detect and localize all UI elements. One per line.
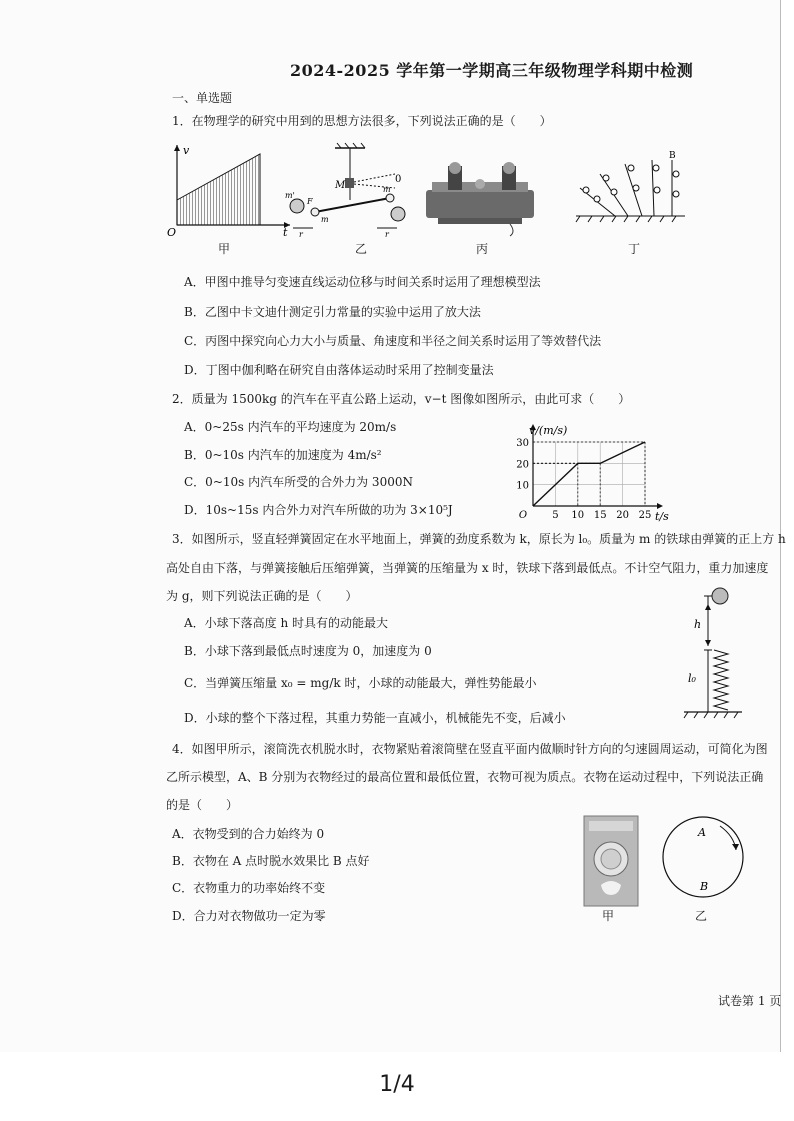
- section-heading: 一、单选题: [172, 91, 233, 105]
- svg-text:B: B: [700, 880, 709, 893]
- q3-stem-line-3: 为 g，则下列说法正确的是（ ）: [166, 589, 358, 603]
- q4-caption-yi: 乙: [695, 909, 708, 923]
- q1-caption-yi: 乙: [355, 242, 368, 256]
- x-tick-label: 5: [552, 510, 559, 521]
- svg-text:m: m: [321, 215, 329, 224]
- q4-stem-line-1: 4．如图甲所示，滚筒洗衣机脱水时，衣物紧贴着滚筒壁在竖直平面内做顺时针方向的匀速圆周运动，可简化为图: [172, 742, 768, 756]
- y-tick-label: 30: [516, 438, 529, 449]
- x-tick-label: 15: [593, 510, 607, 521]
- q4-washer-image: [583, 815, 639, 907]
- q1-figure-bing: [420, 150, 540, 240]
- q1-option-b: B．乙图中卡文迪什测定引力常量的实验中运用了放大法: [184, 305, 481, 319]
- chart-x-label: t/s: [655, 510, 669, 523]
- q4-option-b: B．衣物在 A 点时脱水效果比 B 点好: [172, 854, 370, 868]
- q2-vt-chart: [505, 420, 675, 525]
- svg-text:m': m': [285, 191, 295, 200]
- x-axis-arrow: [657, 503, 663, 509]
- q3-option-c: C．当弹簧压缩量 x₀ = mg/k 时，小球的动能最大，弹性势能最小: [184, 676, 537, 690]
- svg-text:M: M: [335, 180, 346, 191]
- q3-option-b: B．小球下落到最低点时速度为 0，加速度为 0: [184, 644, 432, 658]
- q1-option-a: A．甲图中推导匀变速直线运动位移与时间关系时运用了理想模型法: [184, 275, 541, 289]
- x-tick-label: O: [518, 510, 528, 521]
- svg-text:m: m: [383, 185, 391, 194]
- q2-option-a: A．0~25s 内汽车的平均速度为 20m/s: [184, 420, 397, 434]
- q4-circle-model: [660, 812, 746, 902]
- q1-figure-jia: [165, 140, 295, 240]
- svg-text:A: A: [698, 826, 706, 839]
- q1-caption-jia: 甲: [218, 242, 231, 256]
- svg-text:r: r: [299, 230, 303, 239]
- q1-caption-bing: 丙: [476, 242, 489, 256]
- q3-option-d: D．小球的整个下落过程，其重力势能一直减小，机械能先不变，后减小: [184, 711, 566, 725]
- q3-spring-figure: [678, 584, 748, 720]
- q4-option-c: C．衣物重力的功率始终不变: [172, 881, 326, 895]
- q4-stem-line-3: 的是（ ）: [166, 798, 239, 812]
- x-tick-label: 10: [571, 510, 585, 521]
- svg-text:v: v: [183, 144, 190, 157]
- q1-caption-ding: 丁: [628, 242, 641, 256]
- page-indicator: 1/4: [379, 1072, 415, 1097]
- svg-text:t: t: [283, 226, 288, 239]
- svg-text:F: F: [307, 197, 313, 206]
- y-tick-label: 10: [516, 480, 529, 492]
- q4-option-d: D．合力对衣物做功一定为零: [172, 909, 326, 923]
- q1-option-d: D．丁图中伽利略在研究自由落体运动时采用了控制变量法: [184, 363, 494, 377]
- q1-option-c: C．丙图中探究向心力大小与质量、角速度和半径之间关系时运用了等效替代法: [184, 334, 602, 348]
- q3-option-a: A．小球下落高度 h 时具有的动能最大: [184, 616, 389, 630]
- chart-y-label: v/(m/s): [529, 424, 568, 437]
- q2-option-b: B．0~10s 内汽车的加速度为 4m/s²: [184, 448, 382, 462]
- q2-option-d: D．10s~15s 内合外力对汽车所做的功为 3×10⁵J: [184, 503, 453, 517]
- svg-text:B: B: [669, 151, 676, 161]
- svg-text:l₀: l₀: [688, 672, 696, 685]
- exam-title: 2024-2025 学年第一学期高三年级物理学科期中检测: [290, 61, 694, 80]
- q1-stem: 1．在物理学的研究中用到的思想方法很多，下列说法正确的是（ ）: [172, 114, 552, 128]
- svg-text:h: h: [694, 618, 702, 631]
- q4-stem-line-2: 乙所示模型，A、B 分别为衣物经过的最高位置和最低位置，衣物可视为质点。衣物在运动过程中，下列说法正确: [166, 770, 764, 784]
- q3-stem-line-1: 3．如图所示，竖直轻弹簧固定在水平地面上，弹簧的劲度系数为 k，原长为 l₀。质量为 m 的铁球由弹簧的正上方 h: [172, 532, 786, 546]
- q1-figure-yi: [285, 140, 420, 240]
- q3-stem-line-2: 高处自由下落，与弹簧接触后压缩弹簧，当弹簧的压缩量为 x 时，铁球下落到最低点。不计空气阻力，重力加速度: [166, 561, 769, 575]
- q4-option-a: A．衣物受到的合力始终为 0: [172, 827, 325, 841]
- svg-text:0: 0: [395, 174, 402, 185]
- q1-figure-ding: [570, 150, 690, 230]
- svg-text:O: O: [167, 226, 177, 239]
- y-tick-label: 20: [516, 459, 529, 471]
- q2-option-c: C．0~10s 内汽车所受的合外力为 3000N: [184, 475, 413, 489]
- svg-text:r: r: [385, 230, 389, 239]
- q2-stem: 2．质量为 1500kg 的汽车在平直公路上运动，v−t 图像如图所示，由此可求（ ）: [172, 392, 631, 406]
- page-footer: 试卷第 1 页: [718, 994, 782, 1008]
- q4-caption-jia: 甲: [602, 909, 615, 923]
- x-tick-label: 20: [616, 510, 629, 521]
- x-tick-label: 25: [638, 510, 652, 521]
